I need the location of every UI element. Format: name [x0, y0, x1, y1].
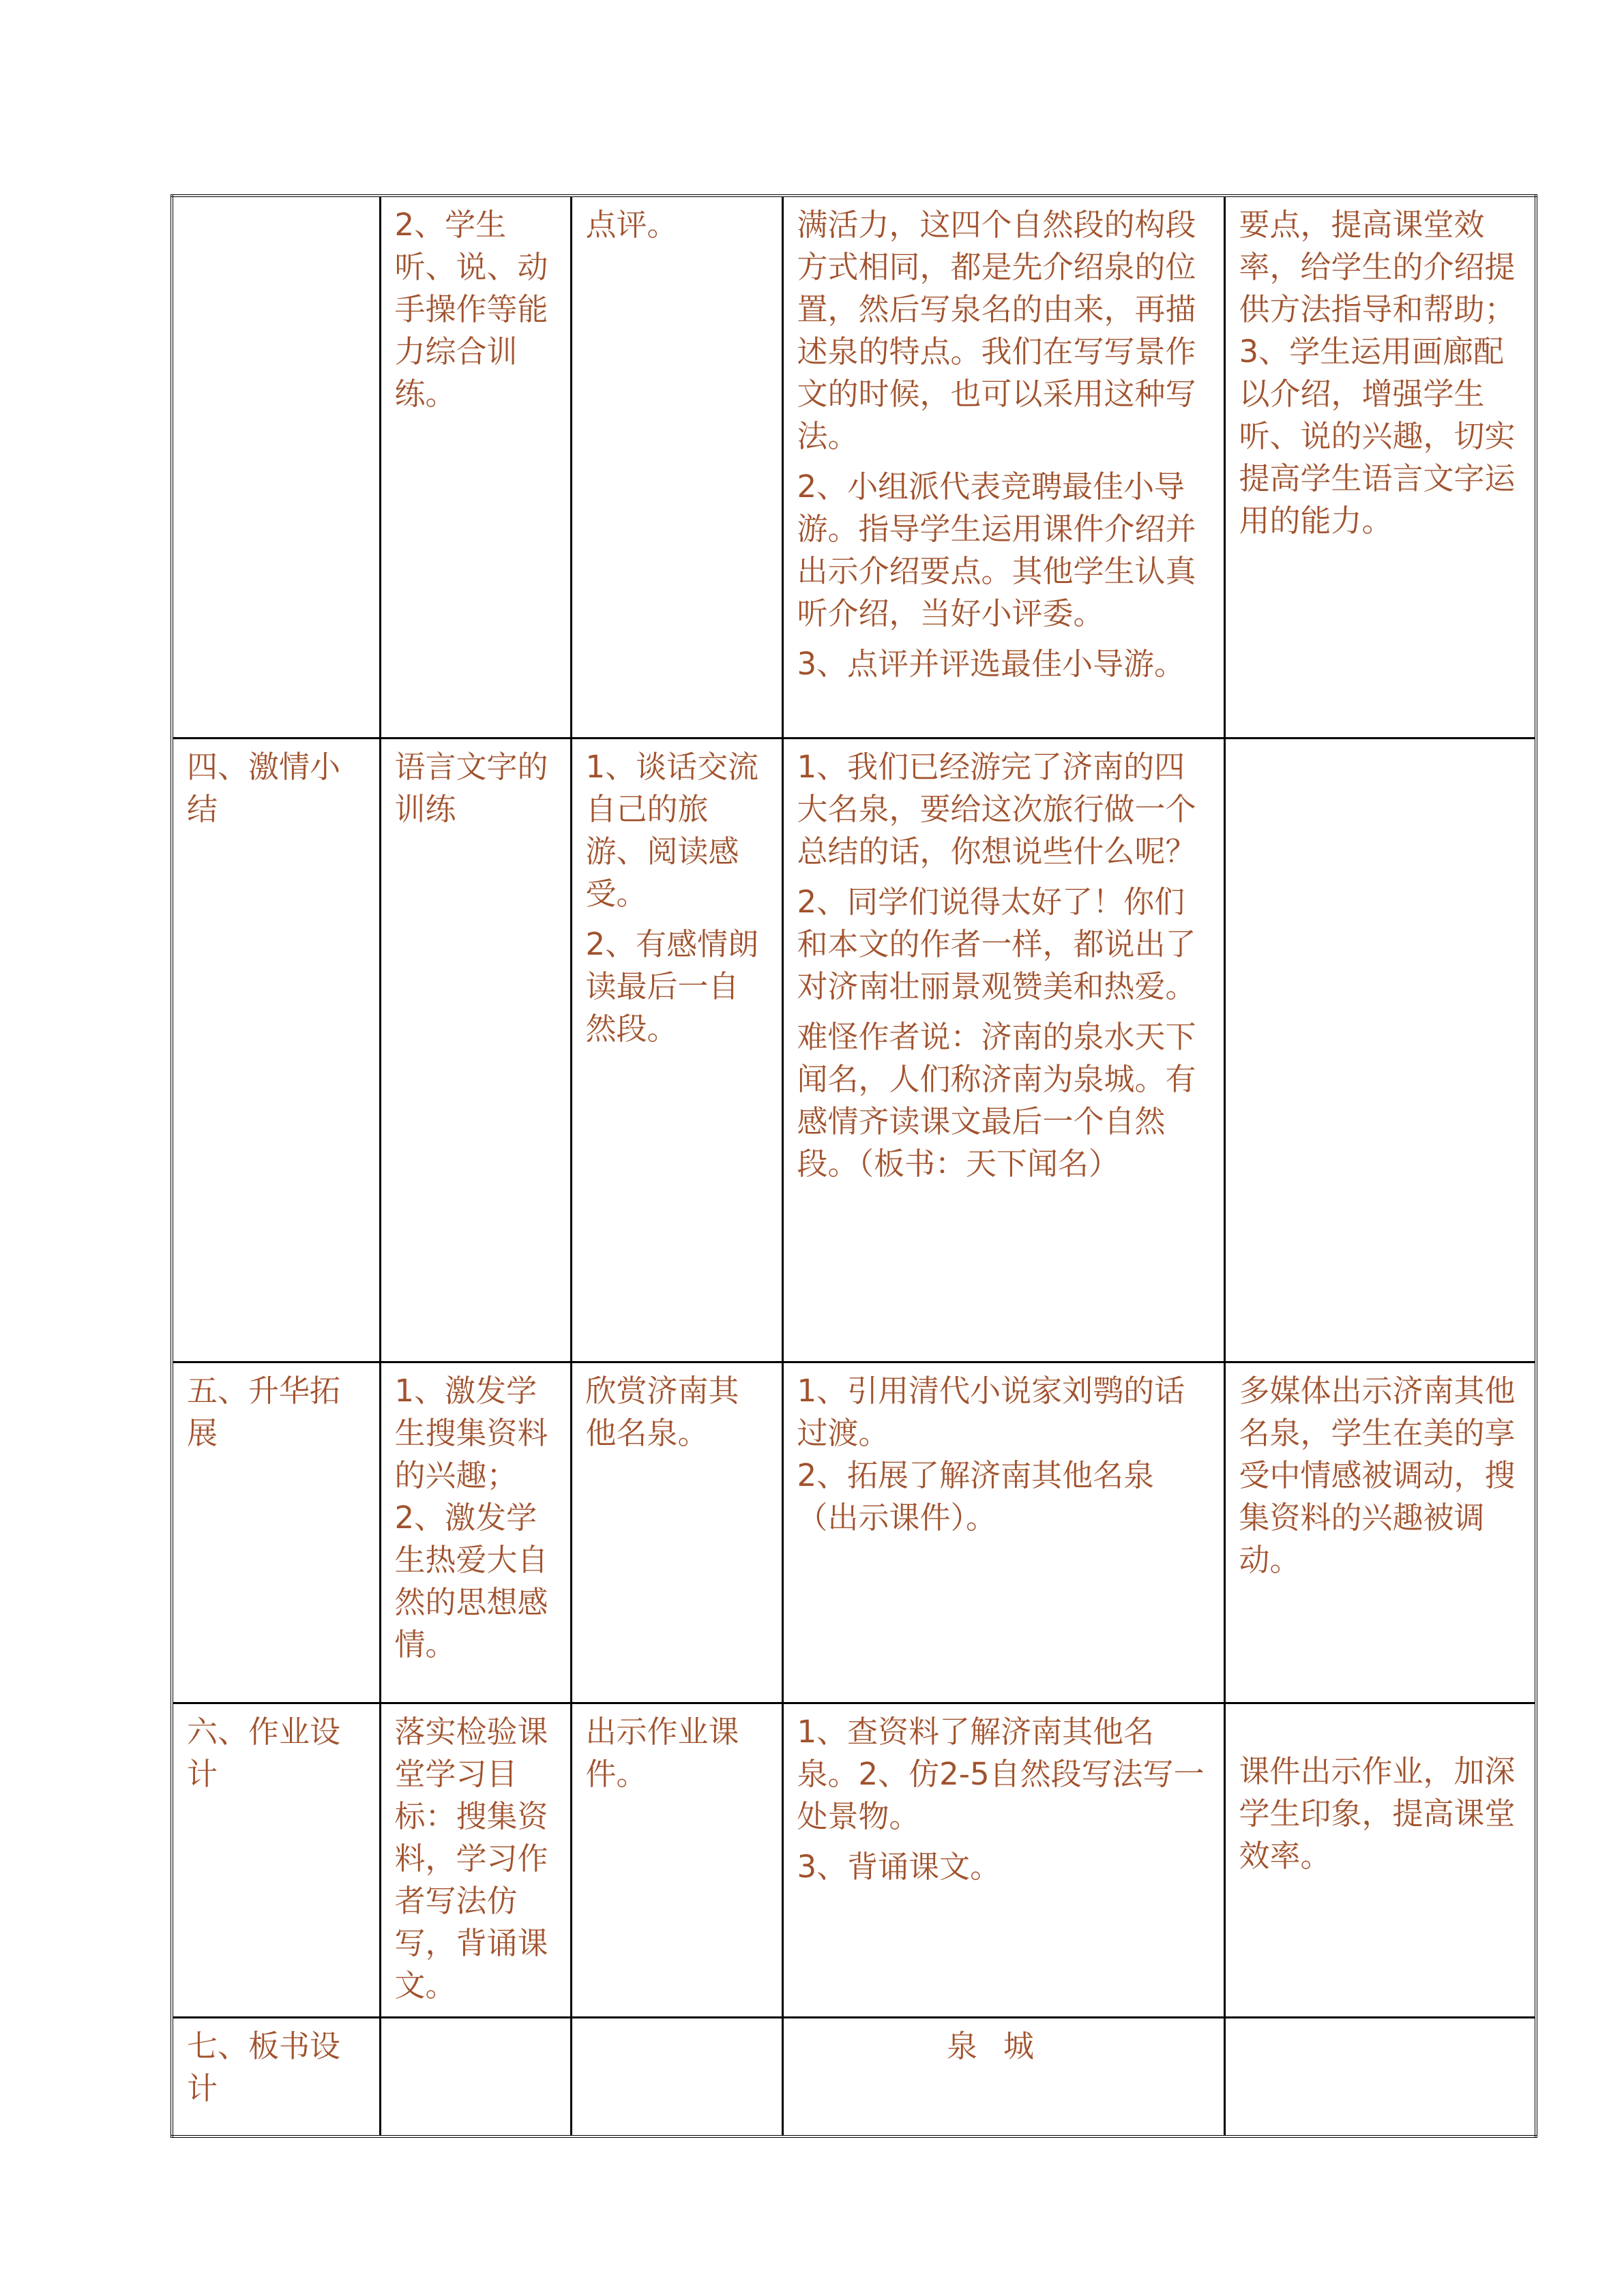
- goal-cell: [380, 2017, 571, 2136]
- method-paragraph: 2、有感情朗读最后一自然段。: [585, 925, 759, 1047]
- table-row: [172, 738, 1536, 1362]
- table-row: [172, 2017, 1536, 2136]
- method-paragraph: 1、谈话交流自己的旅游、阅读感受。: [585, 748, 759, 912]
- method-cell: 欣赏济南其他名泉。: [571, 1362, 782, 1703]
- process-cell: [782, 196, 1224, 738]
- stage-cell: 六、作业设计: [172, 1703, 380, 2017]
- process-paragraph: 3、点评并评选最佳小导游。: [797, 646, 1185, 682]
- table-row: [172, 1362, 1536, 1703]
- method-cell: [571, 738, 782, 1362]
- lesson-plan-table: [171, 194, 1537, 2138]
- table-row: [172, 1703, 1536, 2017]
- table-row: [172, 196, 1536, 738]
- process-cell: [782, 2017, 1224, 2136]
- method-cell: [571, 2017, 782, 2136]
- goal-cell: 落实检验课堂学习目标：搜集资料，学习作者写法仿写，背诵课文。: [380, 1703, 571, 2017]
- process-cell: [782, 738, 1224, 1362]
- stage-cell: [172, 196, 380, 738]
- process-paragraph: 难怪作者说：济南的泉水天下闻名，人们称济南为泉城。有感情齐读课文最后一个自然段。（板书：天下闻名）: [797, 1018, 1196, 1182]
- process-paragraph: 2、拓展了解济南其他名泉（出示课件）。: [797, 1457, 1155, 1536]
- process-paragraph: 2、同学们说得太好了！你们和本文的作者一样，都说出了对济南壮丽景观赞美和热爱。: [797, 883, 1196, 1004]
- process-paragraph: 1、我们已经游完了济南的四大名泉，要给这次旅行做一个总结的话，你想说些什么呢？: [797, 748, 1196, 869]
- stage-cell: 五、升华拓展: [172, 1362, 380, 1703]
- intent-cell: [1224, 2017, 1536, 2136]
- goal-cell: 1、激发学生搜集资料的兴趣；2、激发学生热爱大自然的思想感情。: [380, 1362, 571, 1703]
- intent-cell: [1224, 738, 1536, 1362]
- process-cell: [782, 1703, 1224, 2017]
- process-paragraph: 2、小组派代表竞聘最佳小导游。指导学生运用课件介绍并出示介绍要点。其他学生认真听介绍，当好小评委。: [797, 468, 1196, 631]
- process-paragraph: 1、引用清代小说家刘鹗的话过渡。: [797, 1372, 1185, 1451]
- goal-cell: 语言文字的训练: [380, 738, 571, 1362]
- method-cell: 点评。: [571, 196, 782, 738]
- intent-cell: 多媒体出示济南其他名泉，学生在美的享受中情感被调动，搜集资料的兴趣被调动。: [1224, 1362, 1536, 1703]
- intent-cell: 课件出示作业，加深学生印象，提高课堂效率。: [1224, 1703, 1536, 2017]
- process-paragraph: 3、背诵课文。: [797, 1848, 1001, 1885]
- process-paragraph: 满活力，这四个自然段的构段方式相同，都是先介绍泉的位置，然后写泉名的由来，再描述泉的特点。我们在写写景作文的时候，也可以采用这种写法。: [797, 207, 1196, 454]
- stage-cell: 四、激情小结: [172, 738, 380, 1362]
- process-paragraph: 1、查资料了解济南其他名泉。2、仿2-5自然段写法写一处景物。: [797, 1713, 1205, 1834]
- blackboard-title: 泉城: [946, 2027, 1060, 2064]
- intent-cell: 要点，提高课堂效率，给学生的介绍提供方法指导和帮助；3、学生运用画廊配以介绍，增强学生听、说的兴趣，切实提高学生语言文字运用的能力。: [1224, 196, 1536, 738]
- process-cell: [782, 1362, 1224, 1703]
- goal-cell: 2、学生听、说、动手操作等能力综合训练。: [380, 196, 571, 738]
- method-cell: 出示作业课件。: [571, 1703, 782, 2017]
- stage-cell: 七、板书设计: [172, 2017, 380, 2136]
